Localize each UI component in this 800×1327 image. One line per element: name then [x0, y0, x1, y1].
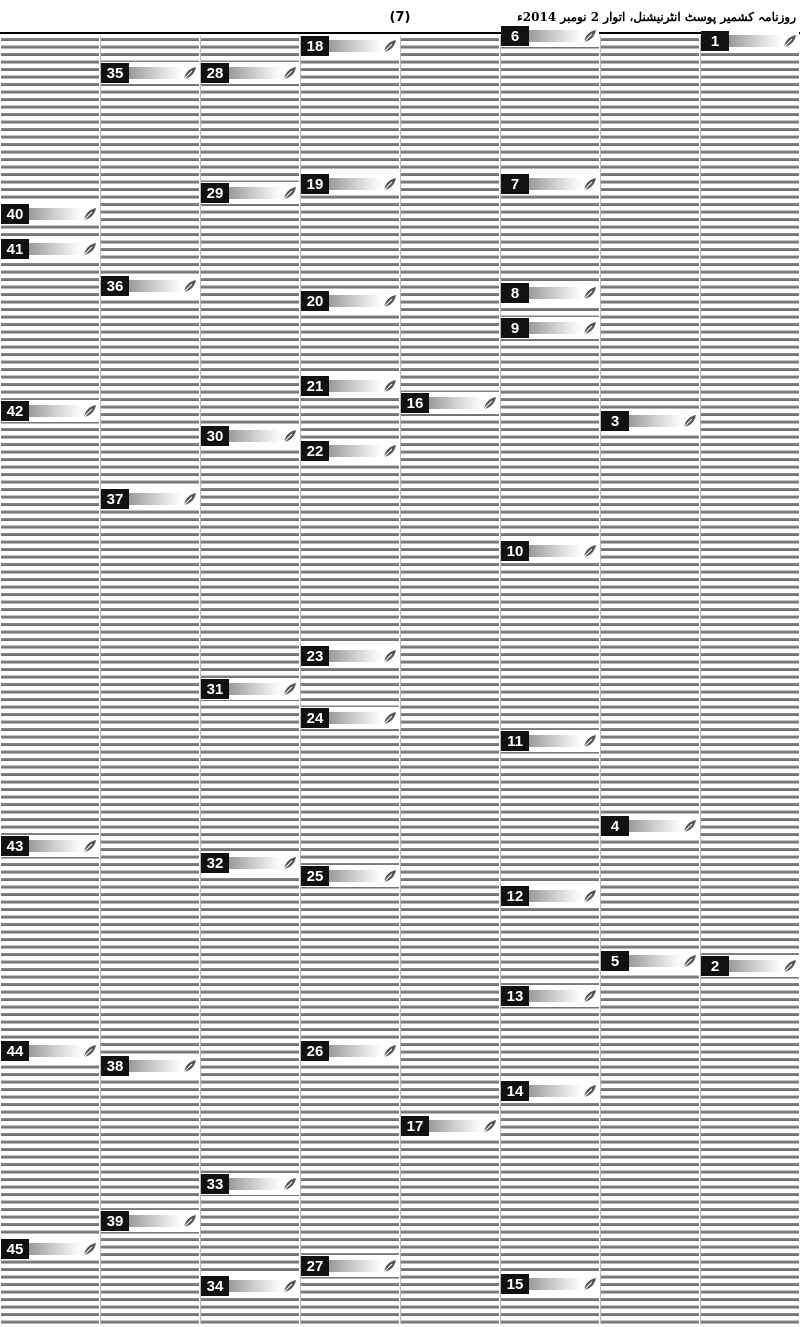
column-rule	[600, 36, 601, 1324]
leaf-icon	[81, 1042, 99, 1060]
column-7	[101, 36, 199, 1324]
item-number: 29	[201, 183, 229, 203]
header-bar	[229, 683, 281, 695]
leaf-icon	[681, 817, 699, 835]
item-number: 32	[201, 853, 229, 873]
leaf-icon	[81, 205, 99, 223]
header-bar	[529, 735, 581, 747]
column-1	[701, 32, 799, 1324]
column-rule	[500, 36, 501, 1324]
item-number: 20	[301, 291, 329, 311]
leaf-icon	[281, 427, 299, 445]
leaf-icon	[481, 394, 499, 412]
news-item-header	[101, 275, 199, 297]
leaf-icon	[381, 1042, 399, 1060]
header-bar	[29, 208, 81, 220]
header-bar	[529, 1085, 581, 1097]
leaf-icon	[381, 1257, 399, 1275]
news-item-header	[201, 1173, 299, 1195]
header-bar	[529, 287, 581, 299]
item-number: 2	[701, 956, 729, 976]
header-bar	[329, 40, 381, 52]
news-item-header	[501, 317, 599, 339]
news-item-header	[201, 425, 299, 447]
header-bar	[529, 30, 581, 42]
column-rule	[100, 36, 101, 1324]
news-item-header	[201, 182, 299, 204]
item-number: 39	[101, 1211, 129, 1231]
item-number: 10	[501, 541, 529, 561]
header-bar	[529, 1278, 581, 1290]
news-item-header	[501, 173, 599, 195]
news-item-header	[601, 410, 699, 432]
leaf-icon	[181, 277, 199, 295]
news-item-header	[701, 955, 799, 977]
header-bar	[29, 1045, 81, 1057]
leaf-icon	[581, 27, 599, 45]
header-bar	[629, 415, 681, 427]
header-bar	[729, 960, 781, 972]
news-item-header	[501, 540, 599, 562]
news-item-header	[301, 440, 399, 462]
item-number: 8	[501, 283, 529, 303]
column-8	[1, 36, 99, 1324]
item-number: 30	[201, 426, 229, 446]
item-number: 42	[1, 401, 29, 421]
header-bar	[229, 187, 281, 199]
item-number: 22	[301, 441, 329, 461]
news-item-header	[201, 852, 299, 874]
item-number: 43	[1, 836, 29, 856]
leaf-icon	[581, 284, 599, 302]
newspaper-title-date: روزنامہ کشمیر پوسٹ انٹرنیشنل، اتوار 2 نومبر 2014ء	[517, 10, 796, 24]
column-rule	[300, 36, 301, 1324]
news-item-header	[1, 835, 99, 857]
leaf-icon	[281, 680, 299, 698]
news-item-header	[301, 645, 399, 667]
header-bar	[429, 1120, 481, 1132]
leaf-icon	[381, 377, 399, 395]
news-item-header	[601, 815, 699, 837]
header-bar	[229, 67, 281, 79]
leaf-icon	[781, 957, 799, 975]
item-number: 27	[301, 1256, 329, 1276]
header-bar	[29, 1243, 81, 1255]
news-item-header	[501, 1080, 599, 1102]
item-number: 9	[501, 318, 529, 338]
column-3	[501, 27, 599, 1324]
header-bar	[229, 430, 281, 442]
leaf-icon	[381, 175, 399, 193]
news-item-header	[101, 1055, 199, 1077]
leaf-icon	[581, 319, 599, 337]
header-bar	[529, 322, 581, 334]
item-number: 44	[1, 1041, 29, 1061]
item-number: 6	[501, 26, 529, 46]
header-bar	[129, 493, 181, 505]
item-number: 41	[1, 239, 29, 259]
leaf-icon	[281, 1175, 299, 1193]
news-item-header	[701, 30, 799, 52]
item-number: 5	[601, 951, 629, 971]
header-bar	[329, 445, 381, 457]
item-number: 7	[501, 174, 529, 194]
header-bar	[229, 1178, 281, 1190]
item-number: 4	[601, 816, 629, 836]
news-item-header	[601, 950, 699, 972]
item-number: 3	[601, 411, 629, 431]
header-bar	[129, 1215, 181, 1227]
header-bar	[29, 840, 81, 852]
item-number: 18	[301, 36, 329, 56]
news-item-header	[301, 173, 399, 195]
leaf-icon	[581, 542, 599, 560]
news-item-header	[501, 885, 599, 907]
item-number: 37	[101, 489, 129, 509]
item-number: 35	[101, 63, 129, 83]
leaf-icon	[781, 32, 799, 50]
masthead	[0, 0, 800, 34]
news-item-header	[501, 25, 599, 47]
column-rule	[700, 36, 701, 1324]
item-number: 34	[201, 1276, 229, 1296]
header-bar	[29, 405, 81, 417]
news-item-header	[1, 400, 99, 422]
item-number: 11	[501, 731, 529, 751]
leaf-icon	[581, 732, 599, 750]
news-item-header	[301, 35, 399, 57]
news-item-header	[301, 290, 399, 312]
news-item-header	[1, 1238, 99, 1260]
news-item-header	[201, 678, 299, 700]
leaf-icon	[181, 1057, 199, 1075]
news-item-header	[201, 1275, 299, 1297]
leaf-icon	[281, 1277, 299, 1295]
item-number: 24	[301, 708, 329, 728]
leaf-icon	[381, 709, 399, 727]
header-bar	[729, 35, 781, 47]
item-number: 16	[401, 393, 429, 413]
item-number: 15	[501, 1274, 529, 1294]
header-bar	[129, 280, 181, 292]
news-item-header	[101, 1210, 199, 1232]
header-bar	[329, 178, 381, 190]
header-bar	[329, 712, 381, 724]
item-number: 12	[501, 886, 529, 906]
column-6	[201, 36, 299, 1324]
header-bar	[629, 955, 681, 967]
leaf-icon	[581, 1082, 599, 1100]
header-bar	[329, 870, 381, 882]
leaf-icon	[381, 647, 399, 665]
column-5	[301, 36, 399, 1324]
leaf-icon	[681, 952, 699, 970]
news-item-header	[501, 1273, 599, 1295]
header-bar	[329, 380, 381, 392]
item-number: 45	[1, 1239, 29, 1259]
leaf-icon	[381, 442, 399, 460]
header-bar	[429, 397, 481, 409]
item-number: 33	[201, 1174, 229, 1194]
header-bar	[329, 1260, 381, 1272]
leaf-icon	[681, 412, 699, 430]
leaf-icon	[581, 987, 599, 1005]
news-item-header	[1, 203, 99, 225]
news-item-header	[401, 1115, 499, 1137]
news-item-header	[301, 707, 399, 729]
leaf-icon	[381, 292, 399, 310]
item-number: 25	[301, 866, 329, 886]
news-item-header	[501, 282, 599, 304]
column-2	[601, 36, 699, 1324]
news-item-header	[1, 238, 99, 260]
header-bar	[529, 178, 581, 190]
news-item-header	[201, 62, 299, 84]
header-bar	[529, 990, 581, 1002]
item-number: 38	[101, 1056, 129, 1076]
column-4	[401, 36, 499, 1324]
leaf-icon	[81, 402, 99, 420]
item-number: 31	[201, 679, 229, 699]
news-item-header	[401, 392, 499, 414]
header-bar	[329, 295, 381, 307]
item-number: 40	[1, 204, 29, 224]
header-bar	[129, 1060, 181, 1072]
header-bar	[529, 890, 581, 902]
header-bar	[629, 820, 681, 832]
column-rule	[400, 36, 401, 1324]
header-bar	[229, 857, 281, 869]
item-number: 36	[101, 276, 129, 296]
item-number: 19	[301, 174, 329, 194]
leaf-icon	[281, 854, 299, 872]
column-rule	[200, 36, 201, 1324]
leaf-icon	[481, 1117, 499, 1135]
leaf-icon	[581, 175, 599, 193]
header-bar	[29, 243, 81, 255]
header-bar	[129, 67, 181, 79]
item-number: 17	[401, 1116, 429, 1136]
item-number: 28	[201, 63, 229, 83]
leaf-icon	[281, 64, 299, 82]
leaf-icon	[181, 64, 199, 82]
leaf-icon	[81, 1240, 99, 1258]
item-number: 1	[701, 31, 729, 51]
news-item-header	[301, 1255, 399, 1277]
news-item-header	[501, 730, 599, 752]
leaf-icon	[381, 867, 399, 885]
header-bar	[329, 1045, 381, 1057]
leaf-icon	[381, 37, 399, 55]
news-item-header	[301, 865, 399, 887]
header-bar	[329, 650, 381, 662]
leaf-icon	[81, 837, 99, 855]
news-item-header	[301, 375, 399, 397]
page-number: (7)	[389, 10, 411, 25]
item-number: 21	[301, 376, 329, 396]
item-number: 14	[501, 1081, 529, 1101]
news-item-header	[1, 1040, 99, 1062]
leaf-icon	[181, 490, 199, 508]
leaf-icon	[281, 184, 299, 202]
item-number: 26	[301, 1041, 329, 1061]
item-number: 23	[301, 646, 329, 666]
header-bar	[229, 1280, 281, 1292]
news-item-header	[101, 488, 199, 510]
news-item-header	[301, 1040, 399, 1062]
news-item-header	[501, 985, 599, 1007]
news-item-header	[101, 62, 199, 84]
header-bar	[529, 545, 581, 557]
leaf-icon	[181, 1212, 199, 1230]
leaf-icon	[581, 1275, 599, 1293]
leaf-icon	[581, 887, 599, 905]
leaf-icon	[81, 240, 99, 258]
item-number: 13	[501, 986, 529, 1006]
